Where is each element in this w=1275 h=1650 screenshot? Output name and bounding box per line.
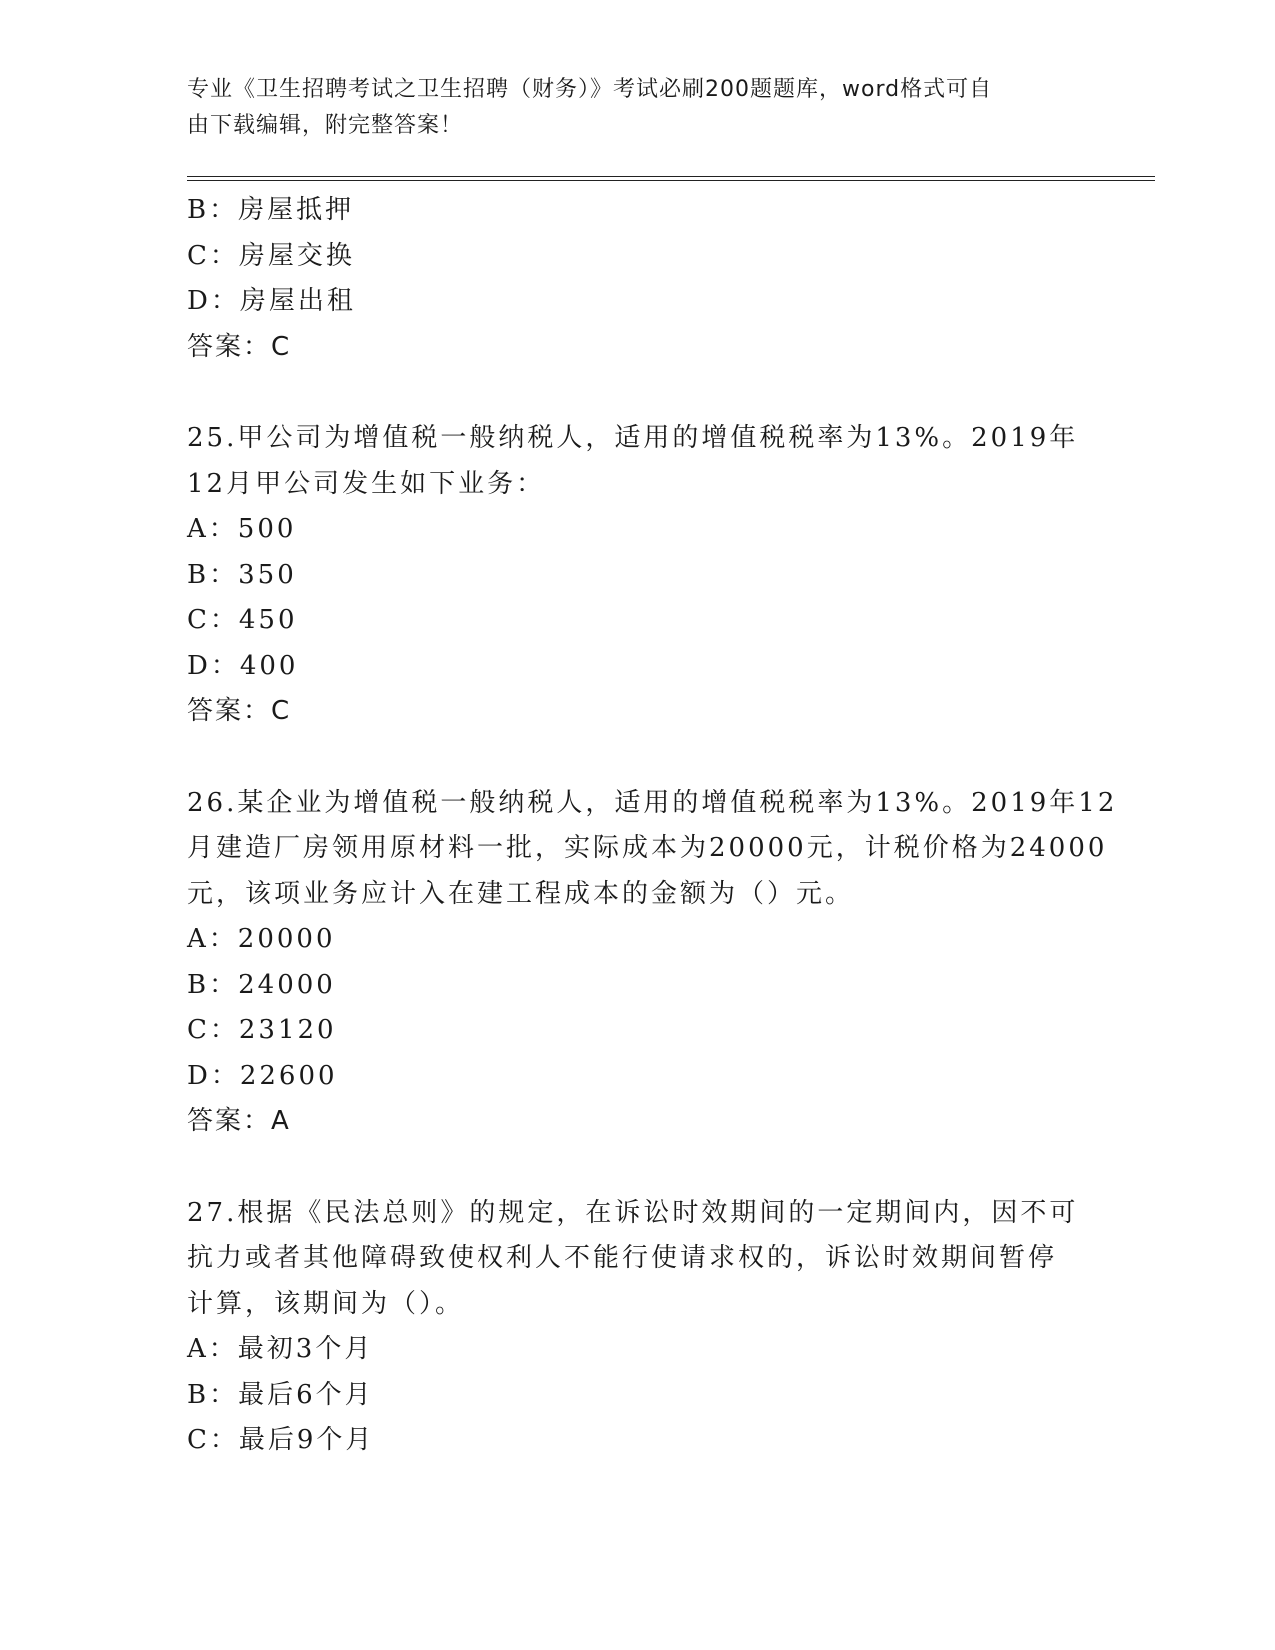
option-a: A：20000	[187, 924, 336, 954]
document-header	[187, 72, 1047, 144]
question-27	[187, 1191, 1087, 1464]
option-c: C：最后9个月	[187, 1425, 375, 1455]
header-divider	[187, 176, 1155, 181]
spacer	[187, 370, 1087, 416]
spacer	[187, 735, 1087, 781]
option-c: C：房屋交换	[187, 240, 355, 271]
option-b: B：最后6个月	[187, 1379, 374, 1410]
question-24	[187, 188, 1087, 370]
question-stem: 26.某企业为增值税一般纳税人，适用的增值税税率为13%。2019年12	[187, 787, 1118, 818]
option-a: A：最初3个月	[187, 1334, 374, 1364]
option-a: A：500	[187, 514, 297, 544]
question-list	[187, 188, 1118, 1464]
question-stem: 抗力或者其他障碍致使权利人不能行使请求权的，诉讼时效期间暂停	[187, 1243, 1058, 1273]
option-d: D：400	[187, 650, 299, 681]
question-25	[187, 416, 1087, 735]
option-c: C：450	[187, 605, 298, 635]
option-d: D：22600	[187, 1060, 338, 1091]
question-26	[187, 781, 1118, 1145]
answer: 答案：A	[187, 1106, 291, 1136]
header-line: 由下载编辑，附完整答案！	[187, 113, 464, 138]
question-stem: 25.甲公司为增值税一般纳税人，适用的增值税税率为13%。2019年	[187, 423, 1079, 453]
question-stem: 12月甲公司发生如下业务：	[187, 468, 546, 499]
spacer	[187, 1145, 1087, 1191]
document-page	[187, 0, 1157, 1650]
header-line: 专业《卫生招聘考试之卫生招聘（财务）》考试必刷200题题库，word格式可自	[187, 77, 993, 102]
answer: 答案：C	[187, 696, 292, 726]
option-b: B：350	[187, 559, 297, 590]
option-b: B：房屋抵押	[187, 195, 355, 225]
question-stem: 计算，该期间为（）。	[187, 1288, 465, 1319]
question-stem: 月建造厂房领用原材料一批，实际成本为20000元，计税价格为24000	[187, 833, 1108, 863]
question-stem: 27.根据《民法总则》的规定，在诉讼时效期间的一定期间内，因不可	[187, 1197, 1079, 1228]
answer: 答案：C	[187, 331, 292, 362]
question-stem: 元，该项业务应计入在建工程成本的金额为（）元。	[187, 878, 855, 909]
option-c: C：23120	[187, 1015, 337, 1045]
option-b: B：24000	[187, 969, 336, 1000]
option-d: D：房屋出租	[187, 286, 356, 316]
